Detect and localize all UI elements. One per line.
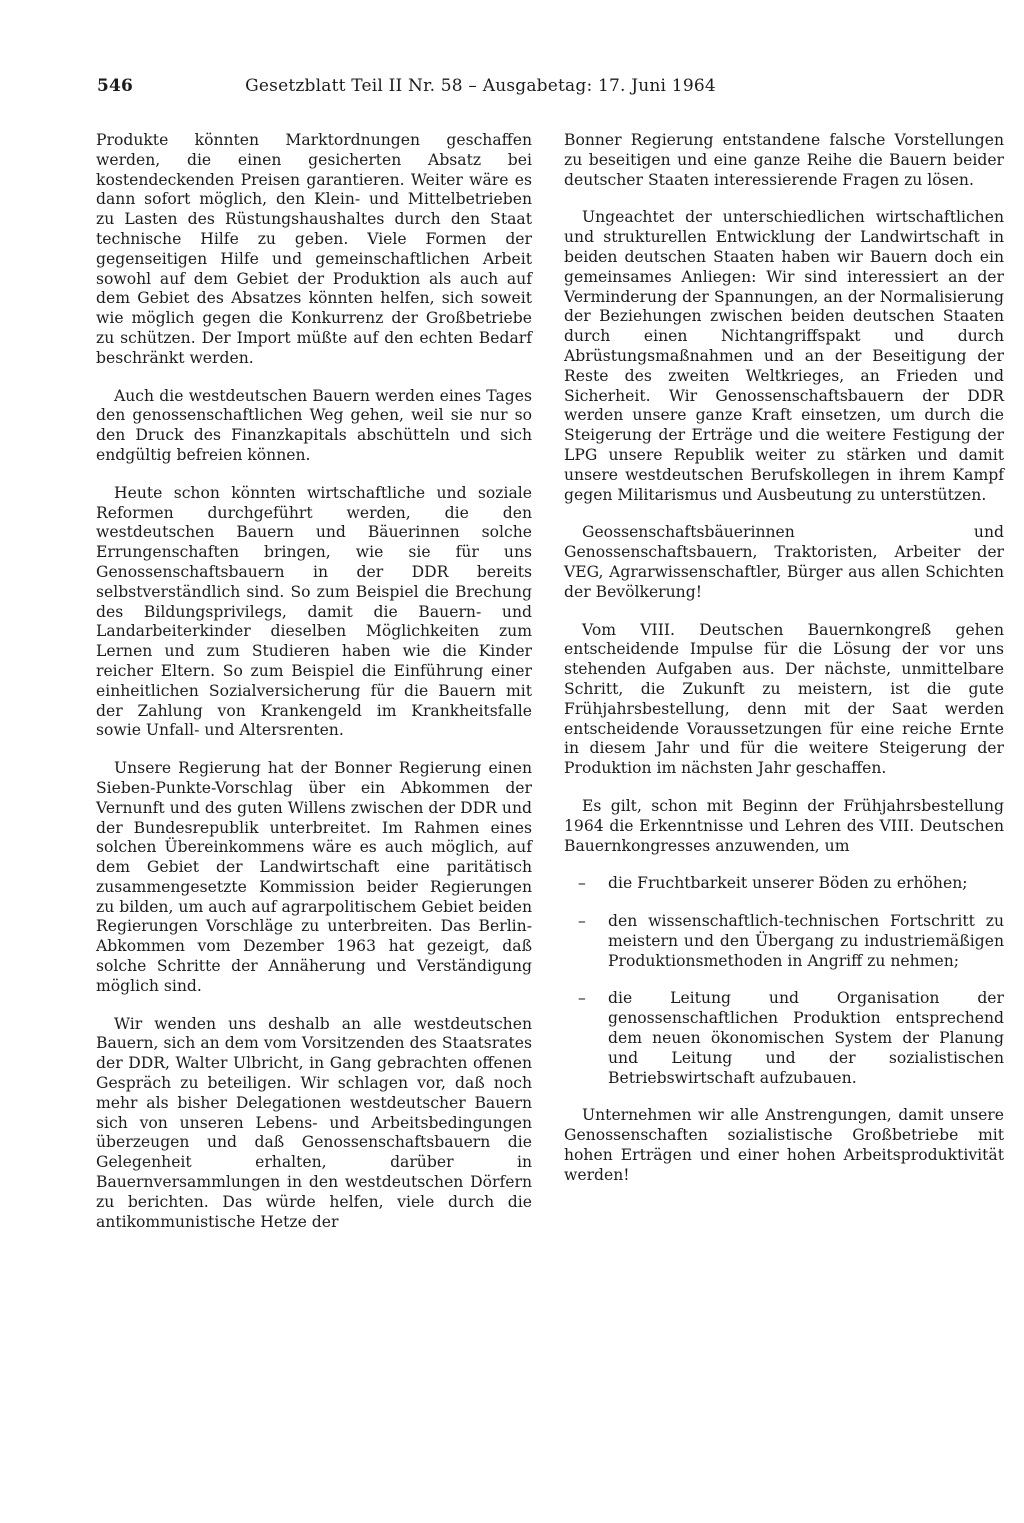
- list-item: [564, 989, 1004, 1088]
- task-list: [564, 874, 1004, 1088]
- body-paragraph: Heute schon könnten wirtschaftliche und soziale Reformen durchgeführt werden, die den westdeutschen Bauern und Bäuerinnen solche Errungenschaften bringen, wie sie für uns Genossenschaftsbauern in der DDR bereits selbstverständlich sind. So zum Beispiel die Brechung des Bildungsprivilegs, damit die Bauern- und Landarbeiterkinder dieselben Möglichkeiten zum Lernen und zum Studieren haben wie die Kinder reicher Eltern. So zum Beispiel die Einführung einer einheitlichen Sozialversicherung für die Bauern mit der Zahlung von Krankengeld im Krankheitsfalle sowie Unfall- und Altersrenten.: [96, 483, 532, 740]
- running-title: Gesetzblatt Teil II Nr. 58 – Ausgabetag: 17. Juni 1964: [245, 76, 716, 96]
- column-divider: [548, 132, 549, 1012]
- list-item-text: die Fruchtbarkeit unserer Böden zu erhöhen;: [608, 874, 968, 893]
- list-item-text: die Leitung und Organisation der genossenschaftlichen Produktion entsprechend dem neuen ökonomischen System der Planung und Leitung und der sozialistischen Betriebswirtschaft aufzubauen.: [608, 989, 1004, 1087]
- body-paragraph: Auch die westdeutschen Bauern werden eines Tages den genossenschaftlichen Weg gehen, weil sie nur so den Druck des Finanzkapitals abschütteln und sich endgültig befreien können.: [96, 386, 532, 464]
- left-column: [96, 131, 532, 1250]
- dash-bullet: –: [578, 912, 586, 931]
- body-paragraph: Vom VIII. Deutschen Bauernkongreß gehen entscheidende Impulse für die Lösung der vor uns stehenden Aufgaben aus. Der nächste, unmittelbare Schritt, die Zukunft zu meistern, ist die gute Frühjahrsbestellung, denn mit der Saat werden entscheidende Voraussetzungen für eine reiche Ernte in diesem Jahr und für die weitere Steigerung der Produktion im nächsten Jahr geschaffen.: [564, 620, 1004, 778]
- list-item: [564, 874, 1004, 894]
- page-number: 546: [97, 76, 134, 96]
- list-item-text: den wissenschaftlich-technischen Fortschritt zu meistern und den Übergang zu industriemäßigen Produktionsmethoden in Angriff zu nehmen;: [608, 912, 1004, 970]
- closing-paragraph: Unternehmen wir alle Anstrengungen, damit unsere Genossenschaften sozialistische Großbetriebe mit hohen Erträgen und einer hohen Arbeitsproduktivität werden!: [564, 1106, 1004, 1184]
- dash-bullet: –: [578, 874, 586, 893]
- body-paragraph: Produkte könnten Marktordnungen geschaffen werden, die einen gesicherten Absatz bei kostendeckenden Preisen garantieren. Weiter wäre es dann sofort möglich, den Klein- und Mittelbetrieben zu Lasten des Rüstungshaushaltes durch den Staat technische Hilfe zu geben. Viele Formen der gegenseitigen Hilfe und gemeinschaftlichen Arbeit sowohl auf dem Gebiet der Produktion als auch auf dem Gebiet des Absatzes könnten helfen, sich soweit wie möglich gegen die Konkurrenz der Großbetriebe zu schützen. Der Import müßte auf den echten Bedarf beschränkt werden.: [96, 131, 532, 367]
- body-paragraph: Bonner Regierung entstandene falsche Vorstellungen zu beseitigen und eine ganze Reihe die Bauern beider deutscher Staaten interessierende Fragen zu lösen.: [564, 131, 1004, 189]
- body-paragraph: Ungeachtet der unterschiedlichen wirtschaftlichen und strukturellen Entwicklung der Landwirtschaft in beiden deutschen Staaten haben wir Bauern doch ein gemeinsames Anliegen: Wir sind interessiert an der Verminderung der Spannungen, an der Normalisierung der Beziehungen zwischen beiden deutschen Staaten durch einen Nichtangriffspakt und durch Abrüstungsmaßnahmen und an der Beseitigung der Reste des zweiten Weltkrieges, an Frieden und Sicherheit. Wir Genossenschaftsbauern der DDR werden unsere ganze Kraft einsetzen, um durch die Steigerung der Erträge und die weitere Festigung der LPG unsere Republik weiter zu stärken und damit unsere westdeutschen Berufskollegen in ihrem Kampf gegen Militarismus und Ausbeutung zu unterstützen.: [564, 208, 1004, 504]
- dash-bullet: –: [578, 989, 586, 1008]
- appeal-paragraph: Geossenschaftsbäuerinnen und Genossenschaftsbauern, Traktoristen, Arbeiter der VEG, Agrarwissenschaftler, Bürger aus allen Schichten der Bevölkerung!: [564, 523, 1004, 601]
- body-paragraph: Unsere Regierung hat der Bonner Regierung einen Sieben-Punkte-Vorschlag über ein Abkommen der Vernunft und des guten Willens zwischen der DDR und der Bundesrepublik unterbreitet. Im Rahmen eines solchen Übereinkommens wäre es auch möglich, auf dem Gebiet der Landwirtschaft eine paritätisch zusammengesetzte Kommission beider Regierungen zu bilden, um auch auf agrarpolitischem Gebiet beiden Regierungen Vorschläge zu unterbreiten. Das Berlin-Abkommen vom Dezember 1963 hat gezeigt, daß solche Schritte der Annäherung und Verständigung möglich sind.: [96, 759, 532, 995]
- page-header: [97, 76, 800, 96]
- right-column: [564, 131, 1004, 1204]
- body-paragraph: Es gilt, schon mit Beginn der Frühjahrsbestellung 1964 die Erkenntnisse und Lehren des VIII. Deutschen Bauernkongresses anzuwenden, um: [564, 796, 1004, 855]
- body-paragraph: Wir wenden uns deshalb an alle westdeutschen Bauern, sich an dem vom Vorsitzenden des Staatsrates der DDR, Walter Ulbricht, in Gang gebrachten offenen Gespräch zu beteiligen. Wir schlagen vor, daß noch mehr als bisher Delegationen westdeutscher Bauern sich von unseren Lebens- und Arbeitsbedingungen überzeugen und daß Genossenschaftsbauern die Gelegenheit erhalten, darüber in Bauernversammlungen in den westdeutschen Dörfern zu berichten. Das würde helfen, viele durch die antikommunistische Hetze der: [96, 1014, 532, 1231]
- list-item: [564, 912, 1004, 971]
